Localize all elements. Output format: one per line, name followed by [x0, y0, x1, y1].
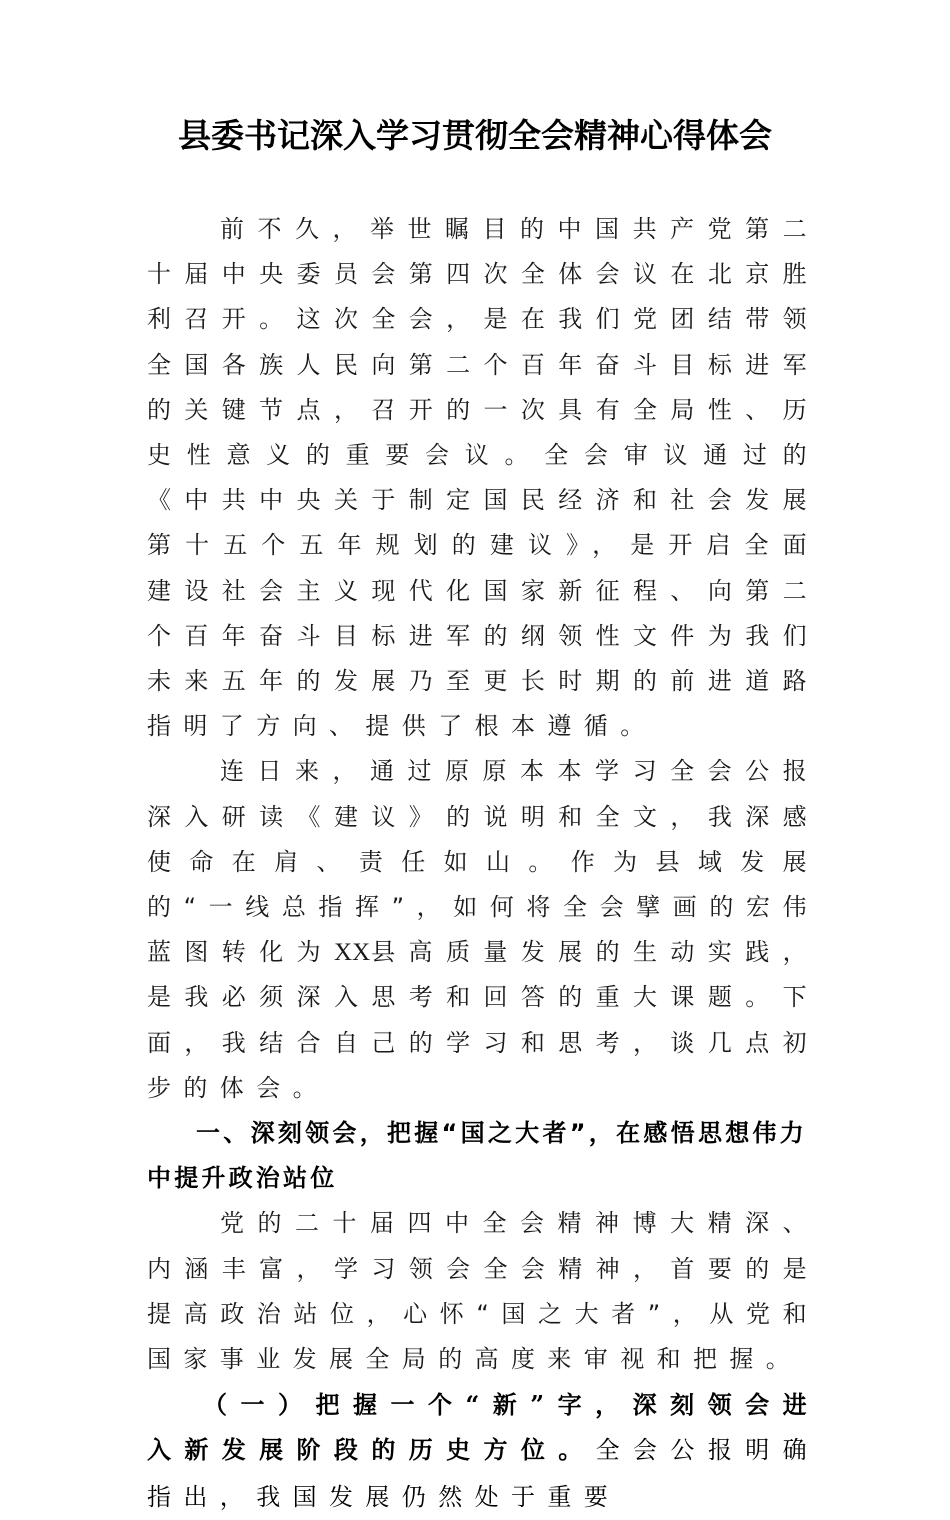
paragraph-reflection [147, 749, 819, 1111]
subsection-heading-1 [147, 1382, 819, 1520]
document-body [147, 207, 819, 1520]
paragraph-reflection-part2: 县高质量发展的生动实践，是我必须深入思考和回答的重大课题。下面，我结合自己的学习和思考，谈几点初步的体会。 [147, 938, 819, 1102]
county-placeholder: XX [334, 939, 371, 967]
document-title: 县委书记深入学习贯彻全会精神心得体会 [178, 116, 772, 155]
subsection-heading-1-body: 全会公报明确指出，我国发展仍然处于重要 [147, 1436, 819, 1511]
paragraph-reflection-part1: 连日来，通过原原本本学习全会公报深入研读《建议》的说明和全文，我深感使命在肩、责任如山。作为县域发展的“一线总指挥”，如何将全会擘画的宏伟蓝图转化为 [147, 757, 819, 967]
subsection-heading-1-bold: （一）把握一个“新”字，深刻领会进入新发展阶段的历史方位。 [147, 1390, 819, 1465]
paragraph-intro: 前不久，举世瞩目的中国共产党第二十届中央委员会第四次全体会议在北京胜利召开。这次全会，是在我们党团结带领全国各族人民向第二个百年奋斗目标进军的关键节点，召开的一次具有全局性、历史性意义的重要会议。全会审议通过的《中共中央关于制定国民经济和社会发展第十五个五年规划的建议》，是开启全面建设社会主义现代化国家新征程、向第二个百年奋斗目标进军的纲领性文件为我们未来五年的发展乃至更长时期的前进道路指明了方向、提供了根本遵循。 [147, 215, 819, 741]
section-heading-1: 一、深刻领会，把握“国之大者”，在感悟思想伟力中提升政治站位 [147, 1119, 807, 1193]
paragraph-section-1-intro: 党的二十届四中全会精神博大精深、内涵丰富，学习领会全会精神，首要的是提高政治站位，心怀“国之大者”，从党和国家事业发展全局的高度来审视和把握。 [147, 1209, 819, 1374]
